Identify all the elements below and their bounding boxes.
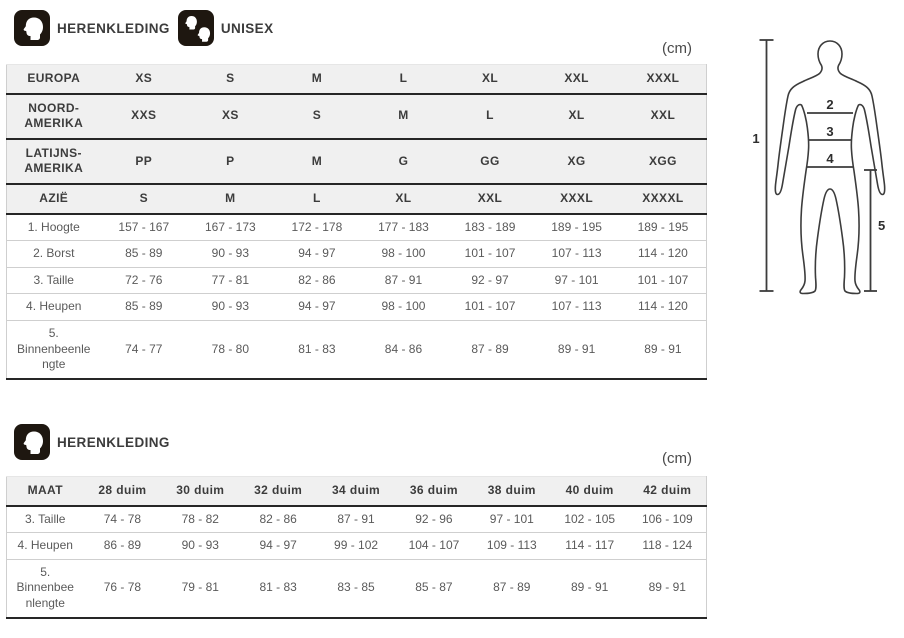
value-cell: 106 - 109 [641, 511, 693, 526]
row-label: EUROPA [7, 65, 101, 94]
size-header-row [7, 184, 707, 214]
value-cell: 82 - 86 [259, 511, 297, 526]
row-label: 4. Heupen [17, 538, 73, 553]
row-label: 5. Binnenbeenlengte [17, 325, 91, 372]
measure-label-4: 4 [826, 151, 834, 166]
value-cell: XXXXL [620, 184, 707, 214]
value-cell: 77 - 81 [211, 272, 250, 287]
value-cell: 89 - 91 [571, 580, 609, 595]
row-label: 5. Binnenbeenlengte [16, 564, 74, 610]
value-cell: 101 - 107 [464, 246, 516, 261]
value-cell: 94 - 97 [298, 299, 336, 314]
inseam-measure-line [864, 170, 877, 291]
measure-label-2: 2 [826, 97, 834, 112]
value-cell: 98 - 100 [381, 246, 426, 261]
value-cell: GG [447, 139, 534, 184]
value-cell: 92 - 97 [471, 272, 509, 287]
row-label: 2. Borst [33, 246, 75, 261]
value-cell: 81 - 83 [259, 580, 297, 595]
value-cell: 87 - 91 [337, 511, 375, 526]
value-cell: 94 - 97 [259, 538, 297, 553]
value-cell: 167 - 173 [204, 219, 256, 234]
value-cell: 82 - 86 [298, 272, 336, 287]
value-cell: M [274, 65, 361, 94]
value-cell: 85 - 87 [415, 580, 453, 595]
value-cell: 81 - 83 [298, 341, 336, 356]
measure-label-1: 1 [752, 131, 760, 146]
value-cell: 101 - 107 [637, 272, 689, 287]
value-cell: P [187, 139, 274, 184]
value-cell: 97 - 101 [489, 511, 534, 526]
row-label: AZIË [7, 184, 101, 214]
value-cell: 74 - 78 [103, 511, 142, 526]
value-cell: 30 duim [161, 477, 239, 506]
value-cell: XXL [533, 65, 620, 94]
value-cell: 36 duim [395, 477, 473, 506]
size-table [6, 64, 707, 380]
value-cell: PP [101, 139, 188, 184]
value-cell: 74 - 77 [125, 341, 163, 356]
value-cell: 97 - 101 [554, 272, 599, 287]
height-measure-line [760, 40, 774, 291]
value-cell: M [360, 94, 447, 139]
value-cell: 38 duim [473, 477, 551, 506]
value-cell: 114 - 117 [565, 538, 615, 553]
value-cell: S [187, 65, 274, 94]
unit-label-cm-2: (cm) [662, 450, 692, 467]
value-cell: 189 - 195 [551, 219, 602, 234]
row-label: 1. Hoogte [27, 219, 80, 234]
measurement-row [7, 506, 707, 533]
section2-title: HERENKLEDING [57, 434, 170, 450]
measurement-row [7, 320, 707, 378]
value-cell: M [274, 139, 361, 184]
row-label: 3. Taille [33, 272, 74, 287]
value-cell: 89 - 91 [648, 580, 686, 595]
value-cell: 78 - 80 [211, 341, 250, 356]
value-cell: 92 - 96 [415, 511, 453, 526]
value-cell: 183 - 189 [464, 219, 516, 234]
value-cell: 107 - 113 [551, 246, 602, 261]
value-cell: G [360, 139, 447, 184]
value-cell: 40 duim [551, 477, 629, 506]
value-cell: L [447, 94, 534, 139]
value-cell: 72 - 76 [125, 272, 163, 287]
value-cell: 98 - 100 [381, 299, 426, 314]
unit-label-cm: (cm) [662, 40, 692, 57]
body-measurement-diagram [745, 15, 904, 305]
value-cell: 34 duim [317, 477, 395, 506]
value-cell: 89 - 91 [644, 341, 682, 356]
row-label: MAAT [7, 477, 84, 506]
size-header-row [7, 477, 707, 506]
value-cell: 104 - 107 [408, 538, 460, 553]
size-header-row [7, 94, 707, 139]
measurement-row [7, 559, 707, 617]
value-cell: 28 duim [84, 477, 162, 506]
value-cell: S [274, 94, 361, 139]
section1-title: HERENKLEDING [57, 20, 170, 36]
value-cell: 89 - 91 [557, 341, 596, 356]
value-cell: XL [533, 94, 620, 139]
value-cell: 32 duim [239, 477, 317, 506]
value-cell: 101 - 107 [464, 299, 516, 314]
value-cell: 84 - 86 [384, 341, 423, 356]
value-cell: XXL [620, 94, 707, 139]
value-cell: 118 - 124 [642, 538, 693, 553]
row-label: 4. Heupen [26, 299, 82, 314]
value-cell: 78 - 82 [181, 511, 219, 526]
size-table [6, 476, 707, 619]
measure-label-3: 3 [826, 124, 834, 139]
value-cell: XS [101, 65, 188, 94]
value-cell: L [274, 184, 361, 214]
value-cell: XXL [447, 184, 534, 214]
value-cell: 85 - 89 [125, 246, 163, 261]
value-cell: 90 - 93 [211, 299, 250, 314]
value-cell: L [360, 65, 447, 94]
row-label: 3. Taille [25, 511, 66, 526]
value-cell: 90 - 93 [211, 246, 250, 261]
value-cell: XXS [101, 94, 188, 139]
value-cell: 114 - 120 [638, 246, 688, 261]
value-cell: 107 - 113 [551, 299, 602, 314]
inch-size-table [6, 476, 707, 619]
value-cell: 99 - 102 [334, 538, 379, 553]
value-cell: XL [447, 65, 534, 94]
value-cell: 87 - 89 [471, 341, 509, 356]
measurement-row [7, 267, 707, 294]
value-cell: 79 - 81 [181, 580, 219, 595]
value-cell: 85 - 89 [125, 299, 163, 314]
value-cell: XS [187, 94, 274, 139]
value-cell: 94 - 97 [298, 246, 336, 261]
value-cell: 87 - 91 [384, 272, 423, 287]
measurement-row [7, 294, 707, 321]
value-cell: XG [533, 139, 620, 184]
size-conversion-table [6, 64, 707, 380]
row-label: NOORD-AMERIKA [7, 94, 101, 139]
value-cell: 87 - 89 [493, 580, 531, 595]
value-cell: XXXL [620, 65, 707, 94]
value-cell: 189 - 195 [637, 219, 689, 234]
value-cell: 90 - 93 [181, 538, 219, 553]
value-cell: 114 - 120 [638, 299, 688, 314]
value-cell: 177 - 183 [378, 219, 429, 234]
value-cell: 109 - 113 [486, 538, 537, 553]
section1-subtitle: UNISEX [220, 20, 274, 36]
measure-label-5: 5 [878, 218, 886, 233]
value-cell: S [101, 184, 188, 214]
value-cell: 102 - 105 [564, 511, 616, 526]
value-cell: 76 - 78 [103, 580, 142, 595]
value-cell: 86 - 89 [103, 538, 142, 553]
value-cell: XXXL [533, 184, 620, 214]
measurement-row [7, 214, 707, 241]
size-header-row [7, 139, 707, 184]
measurement-row [7, 241, 707, 268]
value-cell: XGG [620, 139, 707, 184]
value-cell: XL [360, 184, 447, 214]
size-header-row [7, 65, 707, 94]
value-cell: M [187, 184, 274, 214]
value-cell: 42 duim [629, 477, 707, 506]
value-cell: 157 - 167 [118, 219, 170, 234]
value-cell: 83 - 85 [337, 580, 375, 595]
value-cell: 172 - 178 [291, 219, 343, 234]
measurement-row [7, 533, 707, 560]
row-label: LATIJNS-AMERIKA [7, 139, 101, 184]
